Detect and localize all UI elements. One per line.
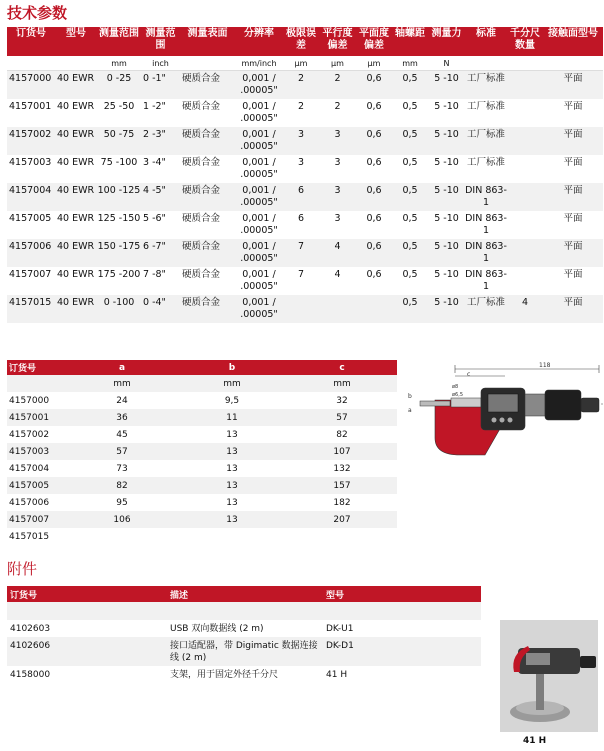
spec-cell-model: 40 EWR (57, 157, 95, 168)
spec-unit-cell: µm (356, 56, 392, 71)
dim-cell-a: 24 (116, 395, 128, 406)
spec-cell-force: 5 -10 (428, 127, 465, 155)
accessory-cell-order: 4102603 (10, 624, 51, 634)
dim-cell-order: 4157005 (7, 477, 67, 494)
spec-header-cell: 轴螺距 (392, 27, 428, 56)
spec-cell-qty (507, 183, 543, 211)
dim-cell-c: 132 (333, 463, 351, 474)
dim-cell-a: 73 (116, 463, 128, 474)
dim-cell-order: 4157004 (9, 463, 50, 474)
spec-cell-error (283, 295, 319, 323)
dimension-table (7, 360, 397, 545)
spec-cell-range-inch: 2 -3" (141, 127, 180, 155)
spec-cell-range-mm: 25 -50 (103, 101, 135, 112)
dim-cell-c: 32 (336, 395, 348, 406)
spec-row (7, 71, 603, 100)
spec-cell-parallel: 4 (334, 269, 341, 280)
spec-row (7, 267, 603, 295)
spec-header-cell: 测量范围 (141, 27, 180, 56)
spec-cell-contact: 平面 (543, 71, 603, 100)
dim-row (7, 392, 397, 409)
spec-cell-force: 5 -10 (434, 213, 459, 224)
spec-cell-range-inch: 6 -7" (141, 239, 180, 267)
spec-cell-force: 5 -10 (428, 295, 465, 323)
dim-row (7, 409, 397, 426)
dim-header-cell: 订货号 (7, 360, 67, 375)
spec-cell-flatness (356, 295, 392, 323)
spec-cell-surface: 硬质合金 (182, 157, 221, 168)
spec-cell-force: 5 -10 (428, 183, 465, 211)
accessory-header-cell: 型号 (323, 586, 481, 602)
micrometer-dimension-drawing (405, 360, 603, 470)
spec-cell-standard: 工厂标准 (466, 157, 505, 168)
spec-cell-qty (507, 211, 543, 239)
spec-cell-resolution: 0,001 / .00005" (235, 295, 283, 323)
spec-cell-force: 5 -10 (434, 157, 459, 168)
spec-cell-contact: 平面 (543, 127, 603, 155)
dim-cell-b: 13 (226, 463, 238, 474)
spec-cell-qty: 4 (507, 295, 543, 323)
spec-cell-force: 5 -10 (434, 101, 459, 112)
spec-unit-cell: mm (97, 56, 141, 71)
spec-cell-qty (507, 71, 543, 100)
spec-cell-contact: 平面 (563, 157, 583, 168)
dim-cell-a (67, 528, 177, 545)
spec-cell-surface: 硬质合金 (180, 71, 235, 100)
spec-row (7, 183, 603, 211)
dim-row (7, 528, 397, 545)
spec-cell-order: 4157002 (7, 127, 55, 155)
spec-cell-order: 4157006 (7, 239, 55, 267)
spec-cell-parallel: 3 (319, 127, 356, 155)
dim-row (7, 494, 397, 511)
spec-cell-resolution: 0,001 / .00005" (235, 71, 283, 100)
spec-unit-cell (55, 56, 97, 71)
spec-header-cell: 订货号 (7, 27, 55, 56)
spec-table (7, 27, 603, 323)
spec-cell-surface: 硬质合金 (180, 183, 235, 211)
dim-cell-a: 45 (116, 429, 128, 440)
spec-cell-range-inch: 7 -8" (143, 269, 166, 280)
accessory-cell-order: 4158000 (10, 670, 51, 680)
spec-unit-cell (465, 56, 507, 71)
dim-cell-b: 13 (177, 443, 287, 460)
spec-cell-surface: 硬质合金 (182, 213, 221, 224)
spec-cell-error: 7 (283, 239, 319, 267)
spec-unit-cell (180, 56, 235, 71)
spec-header-cell: 测量力 (428, 27, 465, 56)
spec-cell-range-mm: 100 -125 (97, 183, 141, 211)
accessory-cell-model: DK-U1 (326, 624, 354, 634)
dim-header-cell: c (287, 360, 397, 375)
spec-cell-error: 3 (283, 127, 319, 155)
spec-cell-resolution: 0,001 / .00005" (240, 213, 278, 236)
spec-unit-cell: µm (319, 56, 356, 71)
spec-cell-range-mm: 75 -100 (100, 157, 138, 168)
dim-cell-a: 95 (116, 497, 128, 508)
svg-text:ø6,5: ø6,5 (452, 392, 464, 398)
dim-unit-cell (7, 375, 67, 392)
spec-cell-resolution: 0,001 / .00005" (240, 157, 278, 180)
spec-cell-surface: 硬质合金 (182, 101, 221, 112)
dim-row (7, 426, 397, 443)
spec-cell-contact: 平面 (543, 239, 603, 267)
spec-cell-order: 4157001 (9, 101, 52, 112)
spec-cell-flatness: 0,6 (366, 213, 382, 224)
spec-cell-qty (507, 267, 543, 295)
spec-cell-standard: DIN 863-1 (465, 183, 507, 211)
accessories-title: 附件 (7, 560, 38, 578)
svg-text:a: a (408, 407, 412, 414)
spec-cell-force: 5 -10 (428, 239, 465, 267)
spec-cell-pitch: 0,5 (392, 71, 428, 100)
spec-cell-flatness: 0,6 (356, 71, 392, 100)
spec-row (7, 127, 603, 155)
stand-photo (500, 620, 598, 732)
dim-cell-b: 13 (226, 497, 238, 508)
spec-unit-cell (7, 56, 55, 71)
spec-unit-cell: mm (392, 56, 428, 71)
spec-cell-standard: DIN 863-1 (465, 213, 507, 236)
accessories-table (7, 586, 481, 683)
dim-row (7, 460, 397, 477)
spec-cell-range-mm: 0 -25 (97, 71, 141, 100)
dim-cell-b (177, 528, 287, 545)
spec-cell-standard: 工厂标准 (466, 101, 505, 112)
dim-unit-cell: mm (67, 375, 177, 392)
spec-cell-model: 40 EWR (55, 71, 97, 100)
spec-cell-model: 40 EWR (55, 183, 97, 211)
dim-row (7, 443, 397, 460)
spec-header-cell: 接触面型号 (543, 27, 603, 56)
dim-cell-b: 11 (177, 409, 287, 426)
spec-cell-qty (507, 127, 543, 155)
spec-cell-model: 40 EWR (57, 213, 95, 224)
dim-cell-b: 13 (226, 429, 238, 440)
svg-text:c: c (467, 371, 471, 378)
spec-cell-order: 4157004 (7, 183, 55, 211)
spec-cell-force: 5 -10 (428, 71, 465, 100)
accessory-header-cell: 订货号 (7, 586, 167, 602)
spec-cell-standard: 工厂标准 (465, 127, 507, 155)
dim-cell-a: 57 (67, 443, 177, 460)
spec-cell-contact: 平面 (543, 295, 603, 323)
spec-cell-order: 4157000 (7, 71, 55, 100)
spec-cell-parallel: 3 (334, 157, 341, 168)
spec-cell-qty (507, 239, 543, 267)
spec-cell-parallel (319, 295, 356, 323)
spec-cell-pitch: 0,5 (402, 157, 418, 168)
dim-cell-b: 9,5 (224, 395, 240, 406)
spec-cell-range-mm: 50 -75 (97, 127, 141, 155)
spec-cell-parallel: 3 (334, 213, 341, 224)
spec-header-cell: 平行度偏差 (319, 27, 356, 56)
spec-cell-error: 6 (283, 183, 319, 211)
accessory-row (7, 620, 481, 637)
spec-cell-flatness: 0,6 (356, 239, 392, 267)
dim-cell-order: 4157003 (7, 443, 67, 460)
dim-cell-c: 157 (287, 477, 397, 494)
spec-cell-order: 4157007 (9, 269, 52, 280)
accessory-cell-order: 4102606 (7, 637, 167, 666)
spec-unit-cell: N (428, 56, 465, 71)
spec-cell-pitch: 0,5 (392, 239, 428, 267)
spec-row (7, 211, 603, 239)
spec-cell-standard: 工厂标准 (465, 71, 507, 100)
spec-cell-error: 7 (297, 269, 305, 280)
spec-cell-error: 2 (283, 71, 319, 100)
dim-header-cell: a (67, 360, 177, 375)
spec-header-cell: 千分尺数量 (507, 27, 543, 56)
spec-cell-surface: 硬质合金 (180, 239, 235, 267)
accessory-header-cell: 描述 (167, 586, 323, 602)
spec-cell-qty (507, 155, 543, 183)
spec-cell-range-mm: 175 -200 (97, 269, 141, 280)
dim-cell-c (287, 528, 397, 545)
spec-cell-order: 4157003 (9, 157, 52, 168)
spec-cell-order: 4157005 (9, 213, 52, 224)
spec-cell-model: 40 EWR (57, 269, 95, 280)
accessory-cell-model: DK-D1 (323, 637, 481, 666)
accessory-row (7, 666, 481, 683)
spec-cell-range-inch: 1 -2" (143, 101, 166, 112)
spec-cell-flatness: 0,6 (356, 183, 392, 211)
spec-header-cell: 极限误差 (283, 27, 319, 56)
spec-header-cell: 测量范围 (97, 27, 141, 56)
dim-row (7, 477, 397, 494)
dim-units-row (7, 375, 397, 392)
dim-cell-a: 82 (67, 477, 177, 494)
spec-cell-range-inch: 0 -1" (141, 71, 180, 100)
spec-unit-cell: inch (141, 56, 180, 71)
spec-cell-flatness: 0,6 (366, 157, 382, 168)
dim-cell-order: 4157015 (9, 531, 50, 542)
spec-cell-pitch: 0,5 (402, 213, 418, 224)
spec-cell-standard: DIN 863-1 (465, 239, 507, 267)
spec-cell-error: 6 (297, 213, 305, 224)
spec-cell-pitch: 0,5 (402, 269, 418, 280)
spec-cell-error: 2 (297, 101, 305, 112)
spec-cell-model: 40 EWR (55, 127, 97, 155)
dim-unit-cell: mm (177, 375, 287, 392)
accessory-cell-desc: 支架，用于固定外径千分尺 (170, 670, 279, 680)
spec-cell-resolution: 0,001 / .00005" (235, 239, 283, 267)
spec-cell-parallel: 3 (319, 183, 356, 211)
dim-cell-c: 82 (336, 429, 348, 440)
spec-cell-contact: 平面 (563, 101, 583, 112)
spec-cell-model: 40 EWR (55, 239, 97, 267)
dim-cell-c: 182 (333, 497, 351, 508)
spec-cell-model: 40 EWR (55, 295, 97, 323)
dim-cell-c: 57 (287, 409, 397, 426)
spec-cell-pitch: 0,5 (392, 183, 428, 211)
spec-cell-surface: 硬质合金 (182, 269, 221, 280)
spec-header-cell: 分辨率 (235, 27, 283, 56)
dim-cell-order: 4157006 (9, 497, 50, 508)
spec-cell-range-inch: 0 -4" (141, 295, 180, 323)
accessory-cell-desc: 接口适配器，带 Digimatic 数据连接线 (2 m) (167, 637, 323, 666)
spec-row (7, 295, 603, 323)
dim-cell-order: 4157000 (9, 395, 50, 406)
spec-cell-parallel: 4 (319, 239, 356, 267)
dim-header-cell: b (177, 360, 287, 375)
spec-cell-resolution: 0,001 / .00005" (235, 127, 283, 155)
spec-row (7, 155, 603, 183)
svg-text:ø8: ø8 (452, 384, 459, 390)
spec-cell-range-mm: 125 -150 (97, 213, 141, 224)
spec-unit-cell: mm/inch (235, 56, 283, 71)
spec-cell-surface: 硬质合金 (180, 127, 235, 155)
dim-unit-cell: mm (287, 375, 397, 392)
spec-unit-cell (543, 56, 603, 71)
spec-cell-contact: 平面 (563, 213, 583, 224)
spec-cell-order: 4157015 (7, 295, 55, 323)
spec-cell-range-inch: 3 -4" (143, 157, 166, 168)
spec-cell-resolution: 0,001 / .00005" (240, 101, 278, 124)
spec-cell-contact: 平面 (543, 183, 603, 211)
spec-row (7, 239, 603, 267)
spec-cell-standard: 工厂标准 (465, 295, 507, 323)
spec-section-title: 技术参数 (7, 4, 68, 22)
spec-header-cell: 平面度偏差 (356, 27, 392, 56)
spec-cell-range-inch: 5 -6" (143, 213, 166, 224)
spec-cell-flatness: 0,6 (356, 127, 392, 155)
spec-header-cell: 测量表面 (180, 27, 235, 56)
spec-cell-qty (507, 99, 543, 127)
spec-cell-contact: 平面 (563, 269, 583, 280)
dim-row (7, 511, 397, 528)
dim-cell-a: 36 (67, 409, 177, 426)
stand-photo-caption: 41 H (523, 736, 547, 746)
accessory-row (7, 637, 481, 666)
spec-cell-parallel: 2 (319, 71, 356, 100)
spec-cell-flatness: 0,6 (366, 101, 382, 112)
spec-row (7, 99, 603, 127)
spec-cell-flatness: 0,6 (366, 269, 382, 280)
svg-text:b: b (408, 393, 412, 400)
spec-cell-surface: 硬质合金 (180, 295, 235, 323)
dim-cell-b: 13 (177, 511, 287, 528)
dim-cell-c: 207 (287, 511, 397, 528)
dim-cell-order: 4157007 (7, 511, 67, 528)
spec-cell-standard: DIN 863-1 (465, 269, 507, 292)
spec-cell-range-mm: 0 -100 (97, 295, 141, 323)
dim-cell-order: 4157001 (7, 409, 67, 426)
spec-header-cell: 型号 (55, 27, 97, 56)
dim-cell-order: 4157002 (9, 429, 50, 440)
spec-cell-pitch: 0,5 (392, 127, 428, 155)
spec-cell-resolution: 0,001 / .00005" (240, 269, 278, 292)
drawing-dim-label: 118 (539, 362, 551, 369)
dim-cell-c: 107 (287, 443, 397, 460)
spec-cell-parallel: 2 (334, 101, 341, 112)
spec-cell-error: 3 (297, 157, 305, 168)
spec-cell-range-mm: 150 -175 (97, 239, 141, 267)
spec-cell-resolution: 0,001 / .00005" (235, 183, 283, 211)
accessory-cell-model: 41 H (326, 670, 348, 680)
spec-cell-model: 40 EWR (57, 101, 95, 112)
spec-cell-pitch: 0,5 (392, 295, 428, 323)
dim-cell-b: 13 (177, 477, 287, 494)
spec-header-cell: 标准 (465, 27, 507, 56)
dim-cell-a: 106 (67, 511, 177, 528)
spec-cell-pitch: 0,5 (402, 101, 418, 112)
spec-cell-range-inch: 4 -5" (141, 183, 180, 211)
spec-unit-cell (507, 56, 543, 71)
spec-cell-force: 5 -10 (434, 269, 459, 280)
accessory-cell-desc: USB 双向数据线 (2 m) (170, 624, 264, 634)
spec-unit-cell: µm (283, 56, 319, 71)
